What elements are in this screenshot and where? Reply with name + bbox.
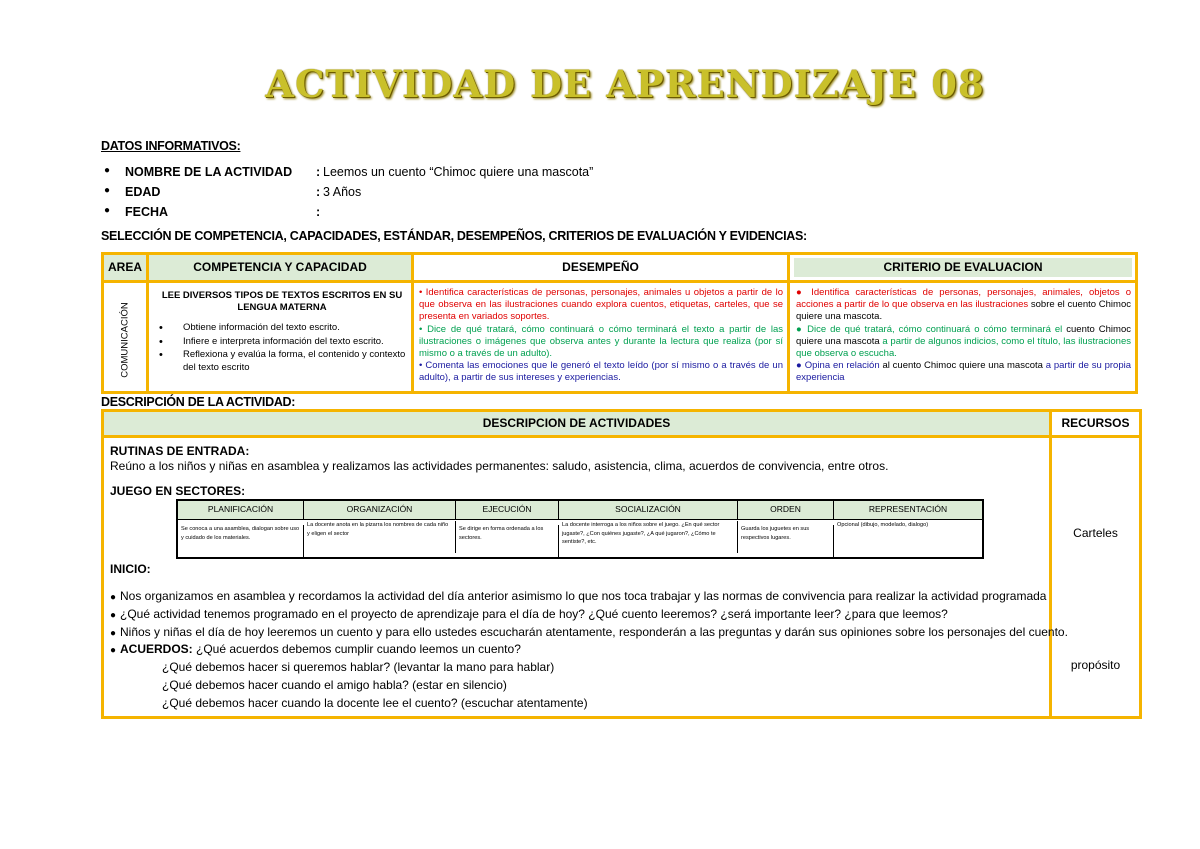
competencia-title: LEE DIVERSOS TIPOS DE TEXTOS ESCRITOS EN SU LENGUA MATERNA bbox=[161, 290, 403, 313]
actividades-table bbox=[101, 409, 1142, 719]
item-text: ¿Qué actividad tenemos programado en el proyecto de aprendizaje para el día de hoy? ¿Qué cuento leeremos? ¿será importante leer? ¿para que leemos? bbox=[120, 607, 948, 621]
header-criterio: CRITERIO DE EVALUACION bbox=[794, 258, 1132, 277]
sector-cell: La docente anota en la pizarra los nombres de cada niño y eligen el sector bbox=[304, 521, 456, 553]
colon: : bbox=[316, 165, 321, 179]
criterio-text: sobre el cuento Chimoc quiere una mascota. bbox=[796, 299, 1131, 323]
sectores-table bbox=[176, 499, 984, 559]
desempeno-cell bbox=[419, 287, 783, 385]
list-item: • Infiere e interpreta información del texto escrito. bbox=[151, 336, 413, 349]
capacidades-list bbox=[151, 322, 413, 374]
inicio-title: INICIO: bbox=[110, 562, 151, 576]
desempeno-item: • Dice de qué tratará, cómo continuará o cómo terminará el texto a partir de las ilustraciones o imágenes que observa antes y durante la lectura que realiza (por sí mismo o a través de un adulto). bbox=[419, 323, 783, 360]
criterio-cell bbox=[796, 287, 1131, 385]
criterio-item bbox=[796, 287, 1131, 324]
sector-header: PLANIFICACIÓN bbox=[178, 501, 304, 520]
rutinas-title: RUTINAS DE ENTRADA: bbox=[110, 444, 250, 458]
recurso-item: propósito bbox=[1070, 658, 1121, 672]
criterio-text: ● Opina en relación bbox=[796, 360, 880, 372]
bullet-icon: ● bbox=[110, 628, 117, 639]
desempeno-item: • Identifica características de personas, personajes, animales u objetos a partir de lo que observa en las ilustraciones cuando explora cuentos, etiquetas, carteles, que se presenta en variados soportes. bbox=[419, 287, 783, 323]
header-descripcion: DESCRIPCION DE ACTIVIDADES bbox=[104, 412, 1049, 435]
list-item bbox=[110, 642, 521, 656]
descripcion-heading: DESCRIPCIÓN DE LA ACTIVIDAD: bbox=[101, 395, 296, 409]
criterio-text: ● Identifica características de personas, personajes, animales, objetos o acciones a partir de lo que observa en las ilustraciones bbox=[796, 287, 1131, 311]
acuerdo-item: ¿Qué debemos hacer si queremos hablar? (levantar la mano para hablar) bbox=[162, 660, 555, 674]
list-item: • Reflexiona y evalúa la forma, el contenido y contexto del texto escrito bbox=[151, 349, 413, 374]
info-label: FECHA bbox=[125, 205, 169, 219]
page-title: ACTIVIDAD DE APRENDIZAJE 08 bbox=[265, 62, 985, 106]
table-header-row bbox=[104, 412, 1139, 438]
datos-heading: DATOS INFORMATIVOS: bbox=[101, 139, 241, 153]
sector-cell: Guarda los juguetes en sus respectivos lugares. bbox=[738, 525, 834, 557]
item-text: Nos organizamos en asamblea y recordamos la actividad del día anterior asimismo lo que nos toca trabajar y las normas de convivencia para realizar la actividad programada bbox=[120, 589, 1047, 603]
rutinas-text: Reúno a los niños y niñas en asamblea y realizamos las actividades permanentes: saludo, asistencia, clima, acuerdos de convivencia, entre otros. bbox=[110, 459, 889, 473]
competencia-cell bbox=[151, 290, 413, 375]
recurso-item: Carteles bbox=[1073, 526, 1118, 540]
header-competencia: COMPETENCIA Y CAPACIDAD bbox=[149, 255, 414, 280]
acuerdo-item: ¿Qué debemos hacer cuando la docente lee el cuento? (escuchar atentamente) bbox=[162, 696, 588, 710]
info-label: NOMBRE DE LA ACTIVIDAD bbox=[125, 165, 293, 179]
column-divider bbox=[146, 255, 149, 391]
header-recursos: RECURSOS bbox=[1061, 416, 1130, 430]
bullet-icon: ● bbox=[104, 185, 111, 196]
bullet-icon: ● bbox=[110, 645, 117, 656]
sector-header: REPRESENTACIÓN bbox=[834, 501, 982, 520]
item-text: Niños y niñas el día de hoy leeremos un cuento y para ello ustedes escucharán atentamente, responderán a las preguntas y darán sus opiniones sobre los personajes del cuento. bbox=[120, 625, 1068, 639]
bullet-icon: ● bbox=[104, 165, 111, 176]
bullet-icon: ● bbox=[110, 592, 117, 603]
competencia-table bbox=[101, 252, 1138, 394]
desempeno-item: • Comenta las emociones que le generó el texto leído (por sí mismo o a través de un adulto), a partir de sus intereses y experiencias. bbox=[419, 360, 783, 384]
criterio-text: a partir de su propia experiencia bbox=[796, 360, 1132, 384]
area-label: COMUNICACIÓN bbox=[119, 301, 131, 378]
list-item bbox=[110, 589, 1046, 603]
list-item: • Obtiene información del texto escrito. bbox=[151, 322, 413, 335]
sector-cell: Se conoca a una asamblea, dialogan sobre uso y cuidado de los materiales. bbox=[178, 525, 304, 557]
info-value: Leemos un cuento “Chimoc quiere una mascota” bbox=[323, 165, 594, 179]
sector-header: ORGANIZACIÓN bbox=[304, 501, 456, 520]
criterio-item bbox=[796, 324, 1131, 361]
header-desempeno: DESEMPEÑO bbox=[414, 255, 790, 280]
sector-cell: Opcional (dibujo, modelado, dialogo) bbox=[837, 522, 929, 528]
criterio-item bbox=[796, 360, 1131, 384]
info-label: EDAD bbox=[125, 185, 161, 199]
area-cell bbox=[105, 287, 145, 392]
criterio-text: a partir de algunos indicios, como el título, las ilustraciones que observa o escucha. bbox=[796, 335, 1131, 360]
info-value: 3 Años bbox=[323, 185, 362, 199]
sector-cell: Se dirige en forma ordenada a los sectores. bbox=[456, 525, 559, 557]
sector-cell: La docente interroga a los niños sobre el juego. ¿En qué sector jugaste?, ¿Con quiénes jugaste?, ¿A qué jugaron?, ¿Cómo te sentiste?, etc. bbox=[559, 521, 738, 553]
list-item bbox=[110, 607, 948, 621]
sector-header: EJECUCIÓN bbox=[456, 501, 559, 520]
sector-header: SOCIALIZACIÓN bbox=[559, 501, 738, 520]
column-divider bbox=[787, 255, 790, 391]
seleccion-heading: SELECCIÓN DE COMPETENCIA, CAPACIDADES, ESTÁNDAR, DESEMPEÑOS, CRITERIOS DE EVALUACIÓN Y EVIDENCIAS: bbox=[101, 229, 807, 243]
acuerdo-item: ¿Qué debemos hacer cuando el amigo habla? (estar en silencio) bbox=[162, 678, 507, 692]
criterio-text: cuento Chimoc quiere una mascota bbox=[796, 323, 1131, 347]
header-area: AREA bbox=[104, 255, 149, 280]
item-text: ¿Qué acuerdos debemos cumplir cuando leemos un cuento? bbox=[192, 642, 521, 656]
colon: : bbox=[316, 185, 321, 199]
juego-title: JUEGO EN SECTORES: bbox=[110, 484, 246, 498]
bullet-icon: ● bbox=[110, 610, 117, 621]
list-item bbox=[110, 625, 1068, 639]
acuerdos-label: ACUERDOS: bbox=[120, 642, 193, 656]
colon: : bbox=[316, 205, 321, 219]
criterio-text: ● Dice de qué tratará, cómo continuará o cómo terminará el bbox=[796, 323, 1063, 335]
criterio-text: al cuento Chimoc quiere una mascota bbox=[879, 360, 1043, 372]
sector-header: ORDEN bbox=[738, 501, 834, 520]
bullet-icon: ● bbox=[104, 205, 111, 216]
table-header-row bbox=[104, 255, 1135, 283]
